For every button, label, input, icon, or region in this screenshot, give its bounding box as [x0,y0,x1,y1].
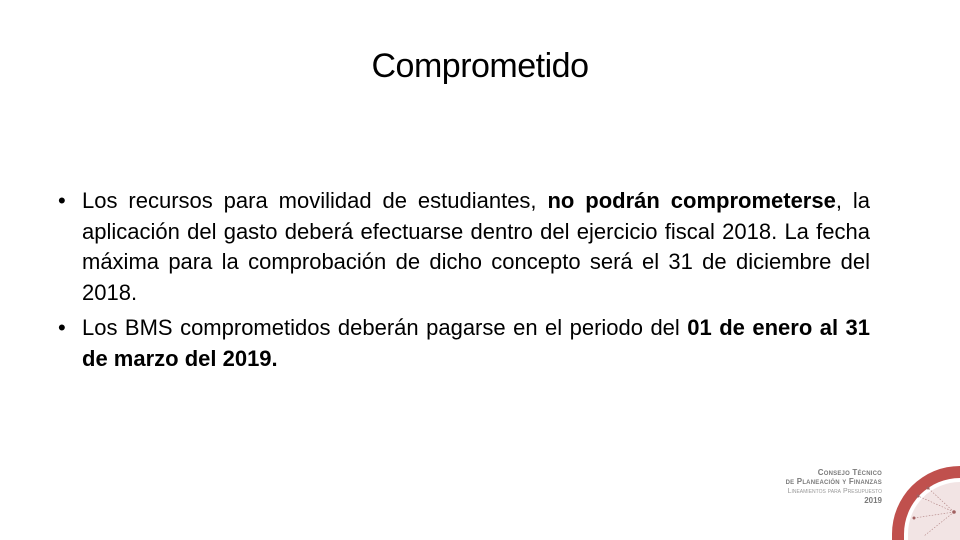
bullet-item [58,186,870,308]
logo-line-1: Consejo Técnico [817,468,882,477]
logo-text [786,468,882,505]
bullet-marker: • [58,315,66,340]
logo-circle-icon [884,460,960,540]
logo-line-4: 2019 [864,496,882,505]
slide-body [58,186,870,379]
bullet-text: , la aplicación del gasto deberá efectuarse dentro del ejercicio fiscal 2018. La fecha máxima para la comprobación de dicho concepto será el 31 de diciembre del 2018. [82,188,871,305]
bullet-item [58,313,870,374]
slide-title: Comprometido [371,47,589,85]
bullet-text-bold: no podrán comprometerse [547,188,836,213]
institution-logo [720,460,960,540]
bullet-text-bold: 01 de enero al 31 de marzo del 2019. [82,315,870,371]
bullet-marker: • [58,188,66,213]
logo-line-3: Lineamientos para Presupuesto [787,488,882,495]
logo-line-2: de Planeación y Finanzas [785,477,882,486]
bullet-text: Los recursos para movilidad de estudiantes, [82,188,548,213]
bullet-text: Los BMS comprometidos deberán pagarse en el periodo del [82,315,688,340]
